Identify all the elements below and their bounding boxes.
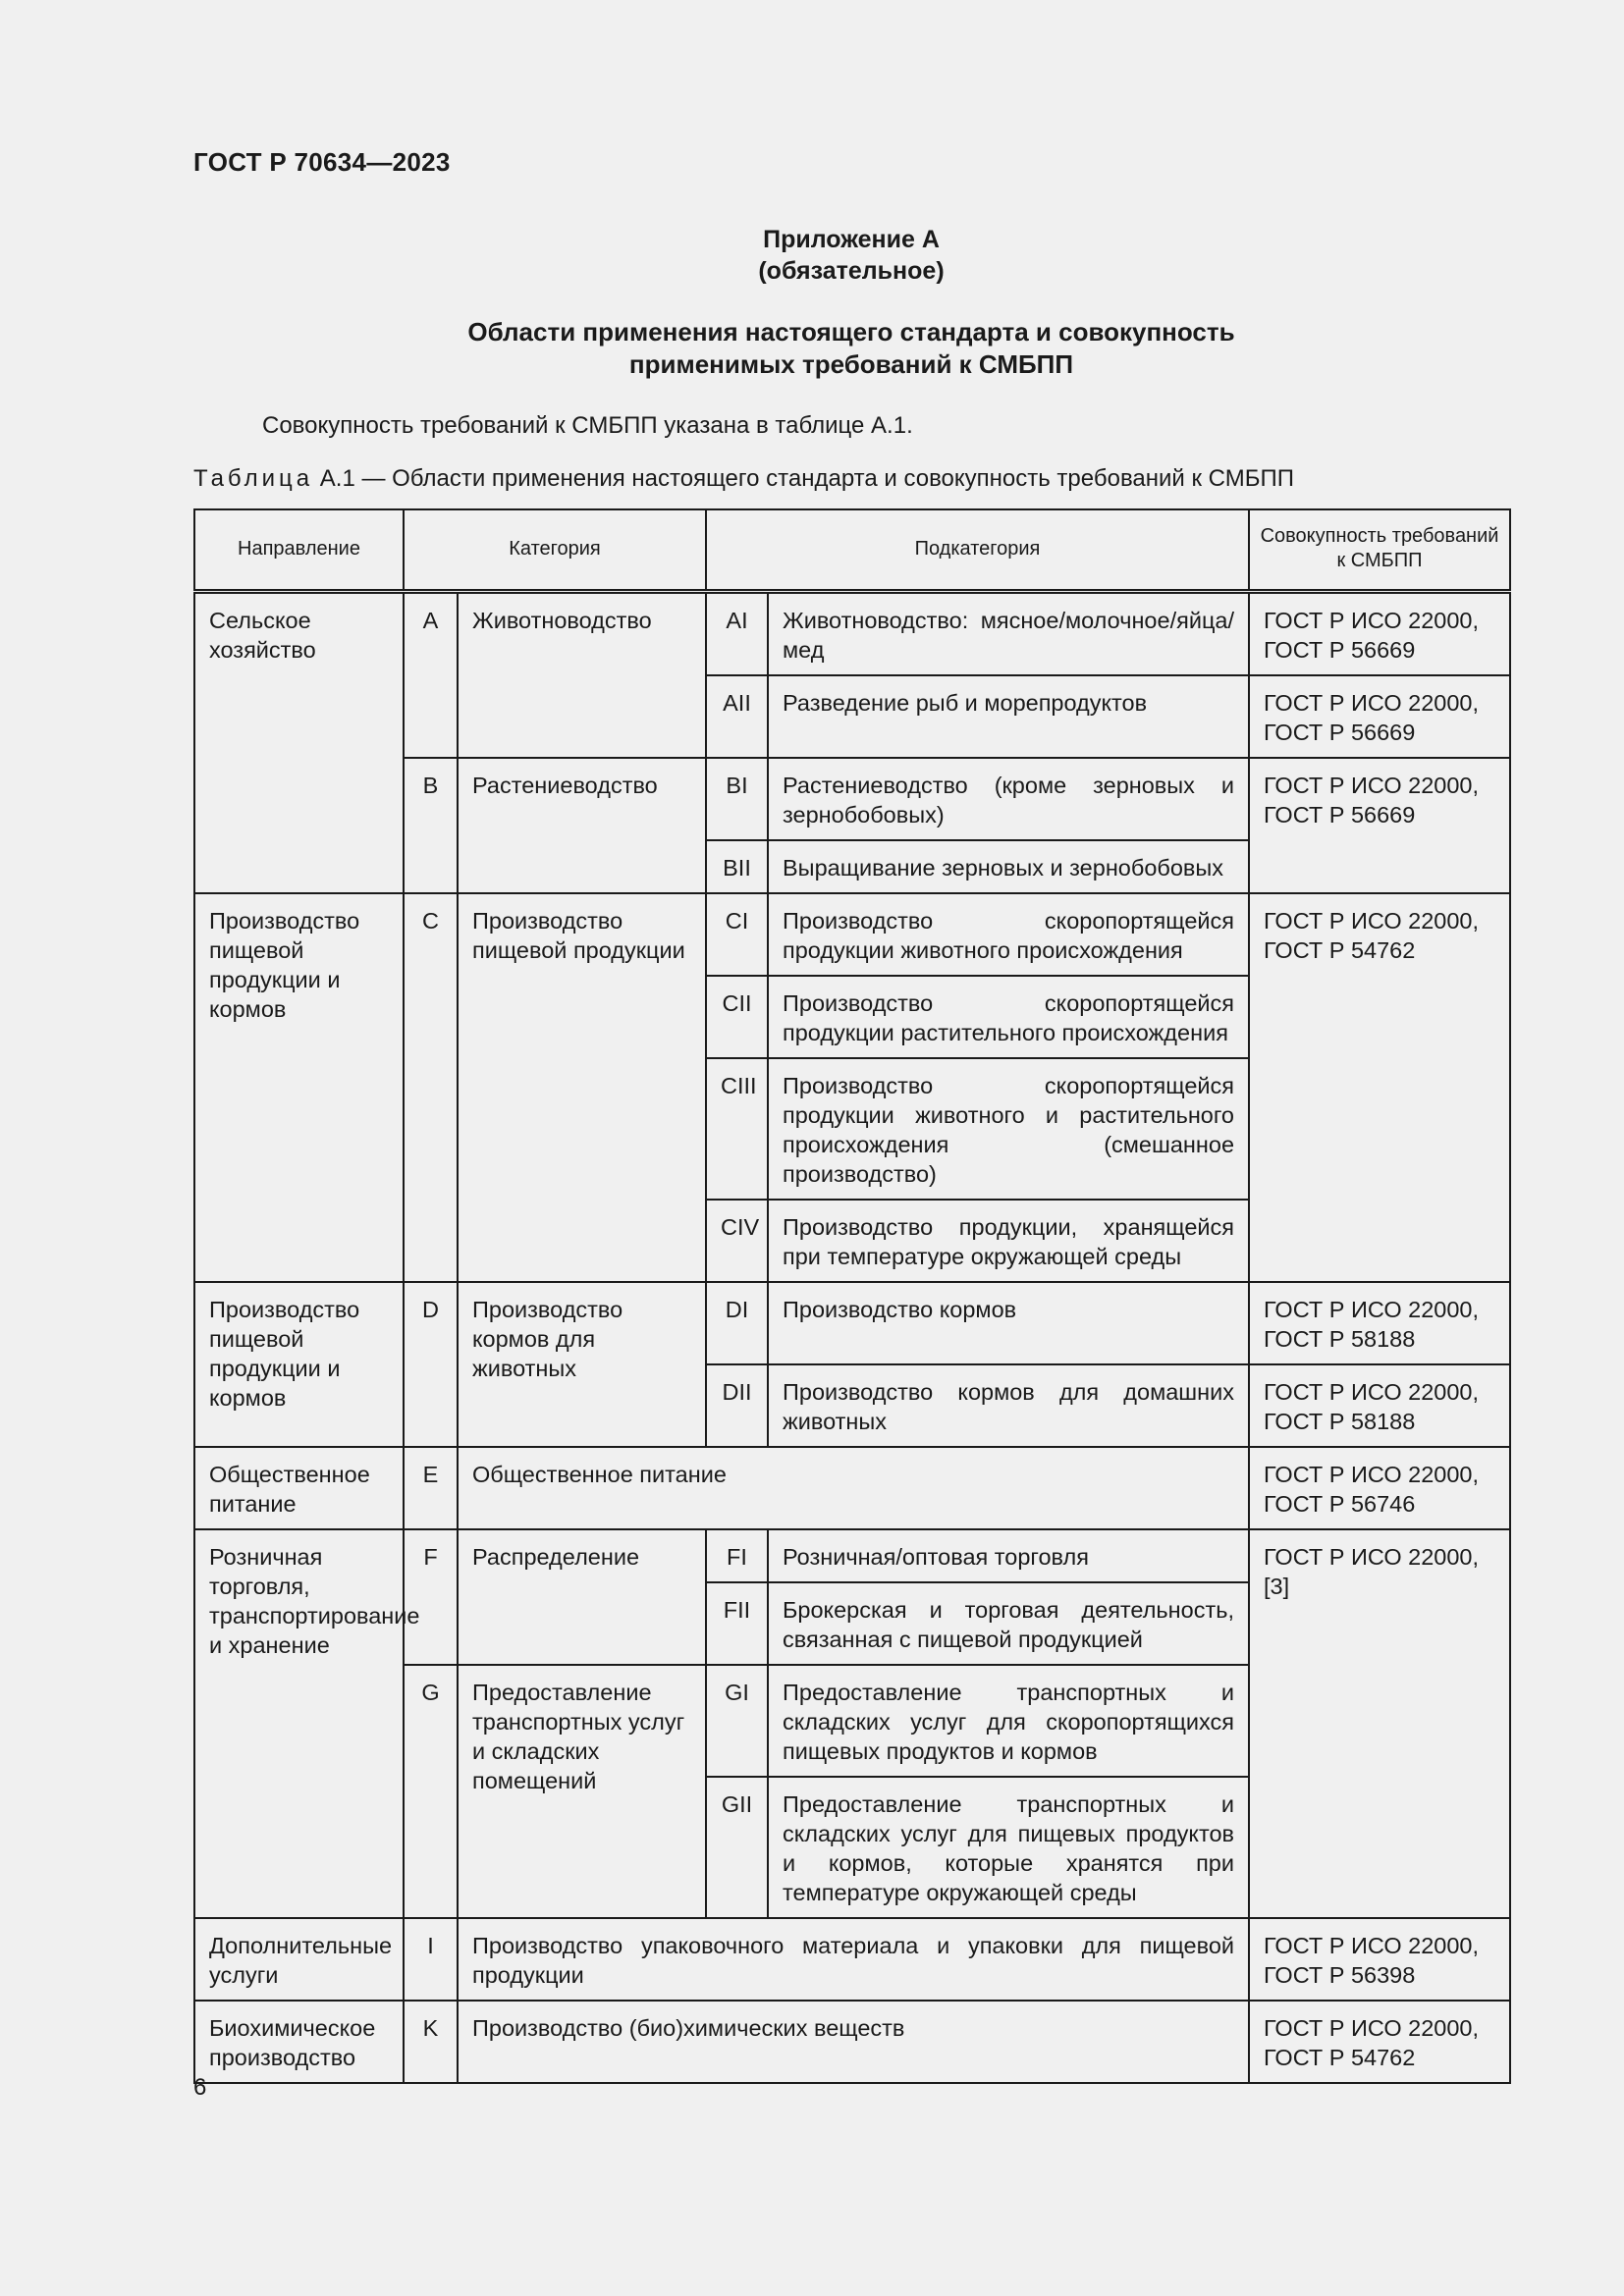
subcategory-code: CIII bbox=[706, 1058, 768, 1200]
table-header-row bbox=[194, 509, 1510, 592]
category-name: Предоставление транспортных услуг и складских помещений bbox=[458, 1665, 706, 1918]
table-caption-text: А.1 — Области применения настоящего стандарта и совокупность требований к СМБПП bbox=[313, 465, 1294, 492]
category-name: Производство кормов для животных bbox=[458, 1282, 706, 1447]
category-code: D bbox=[404, 1282, 458, 1447]
subcategory-name: Розничная/оптовая торговля bbox=[768, 1529, 1249, 1582]
subcategory-name: Производство кормов bbox=[768, 1282, 1249, 1364]
subcategory-name: Производство кормов для домашних животных bbox=[768, 1364, 1249, 1447]
page-number: 6 bbox=[193, 2074, 207, 2101]
direction-cell: Производство пищевой продукции и кормов bbox=[194, 1282, 404, 1447]
header-direction: Направление bbox=[194, 509, 404, 592]
category-code: C bbox=[404, 893, 458, 1282]
section-title bbox=[193, 316, 1509, 381]
direction-cell: Розничная торговля, транспортирование и хранение bbox=[194, 1529, 404, 1918]
category-code: A bbox=[404, 592, 458, 759]
table-row bbox=[194, 1918, 1510, 2001]
category-name: Общественное питание bbox=[458, 1447, 1249, 1529]
subcategory-code: CII bbox=[706, 976, 768, 1058]
category-code: I bbox=[404, 1918, 458, 2001]
subcategory-code: AII bbox=[706, 675, 768, 758]
header-subcategory: Подкатегория bbox=[706, 509, 1249, 592]
header-category: Категория bbox=[404, 509, 706, 592]
category-name: Производство (био)химических веществ bbox=[458, 2001, 1249, 2083]
scope-table bbox=[193, 508, 1511, 2084]
category-code: E bbox=[404, 1447, 458, 1529]
annex-heading bbox=[193, 224, 1509, 287]
category-name: Производство упаковочного материала и упаковки для пищевой продукции bbox=[458, 1918, 1249, 2001]
intro-paragraph: Совокупность требований к СМБПП указана в таблице А.1. bbox=[262, 412, 913, 439]
subcategory-name: Разведение рыб и морепродуктов bbox=[768, 675, 1249, 758]
subcategory-code: GII bbox=[706, 1777, 768, 1918]
requirements-cell: ГОСТ Р ИСО 22000, [3] bbox=[1249, 1529, 1510, 1918]
requirements-cell: ГОСТ Р ИСО 22000, ГОСТ Р 58188 bbox=[1249, 1364, 1510, 1447]
direction-cell: Дополнительные услуги bbox=[194, 1918, 404, 2001]
subcategory-code: BII bbox=[706, 840, 768, 893]
requirements-cell: ГОСТ Р ИСО 22000, ГОСТ Р 56398 bbox=[1249, 1918, 1510, 2001]
subcategory-name: Производство скоропортящейся продукции животного и растительного происхождения (смешанное производство) bbox=[768, 1058, 1249, 1200]
subcategory-name: Предоставление транспортных и складских услуг для скоропортящихся пищевых продуктов и кормов bbox=[768, 1665, 1249, 1777]
table-caption bbox=[193, 465, 1294, 493]
subcategory-code: FII bbox=[706, 1582, 768, 1665]
requirements-cell: ГОСТ Р ИСО 22000, ГОСТ Р 54762 bbox=[1249, 2001, 1510, 2083]
direction-cell: Биохимическое производство bbox=[194, 2001, 404, 2083]
subcategory-name: Производство продукции, хранящейся при температуре окружающей среды bbox=[768, 1200, 1249, 1282]
requirements-cell: ГОСТ Р ИСО 22000, ГОСТ Р 56669 bbox=[1249, 675, 1510, 758]
table-row bbox=[194, 592, 1510, 676]
category-code: F bbox=[404, 1529, 458, 1665]
category-name: Растениеводство bbox=[458, 758, 706, 893]
subcategory-name: Растениеводство (кроме зерновых и зернобобовых) bbox=[768, 758, 1249, 840]
document-code: ГОСТ Р 70634—2023 bbox=[193, 147, 451, 177]
section-title-line1: Области применения настоящего стандарта и совокупность bbox=[467, 317, 1235, 347]
requirements-cell: ГОСТ Р ИСО 22000, ГОСТ Р 56669 bbox=[1249, 592, 1510, 676]
table-row bbox=[194, 1447, 1510, 1529]
category-name: Производство пищевой продукции bbox=[458, 893, 706, 1282]
requirements-cell: ГОСТ Р ИСО 22000, ГОСТ Р 56669 bbox=[1249, 758, 1510, 893]
subcategory-code: DII bbox=[706, 1364, 768, 1447]
subcategory-name: Производство скоропортящейся продукции растительного происхождения bbox=[768, 976, 1249, 1058]
annex-status: (обязательное) bbox=[758, 257, 945, 285]
section-title-line2: применимых требований к СМБПП bbox=[628, 349, 1074, 379]
subcategory-name: Животноводство: мясное/молочное/яйца/мед bbox=[768, 592, 1249, 676]
subcategory-code: CIV bbox=[706, 1200, 768, 1282]
subcategory-name: Производство скоропортящейся продукции животного происхождения bbox=[768, 893, 1249, 976]
subcategory-code: FI bbox=[706, 1529, 768, 1582]
header-requirements: Совокупность требований к СМБПП bbox=[1249, 509, 1510, 592]
subcategory-code: BI bbox=[706, 758, 768, 840]
subcategory-code: CI bbox=[706, 893, 768, 976]
requirements-cell: ГОСТ Р ИСО 22000, ГОСТ Р 56746 bbox=[1249, 1447, 1510, 1529]
category-name: Распределение bbox=[458, 1529, 706, 1665]
direction-cell: Сельское хозяйство bbox=[194, 592, 404, 894]
direction-cell: Общественное питание bbox=[194, 1447, 404, 1529]
subcategory-code: DI bbox=[706, 1282, 768, 1364]
annex-title: Приложение А bbox=[763, 226, 940, 253]
category-code: K bbox=[404, 2001, 458, 2083]
table-row bbox=[194, 1282, 1510, 1364]
category-name: Животноводство bbox=[458, 592, 706, 759]
direction-cell: Производство пищевой продукции и кормов bbox=[194, 893, 404, 1282]
requirements-cell: ГОСТ Р ИСО 22000, ГОСТ Р 58188 bbox=[1249, 1282, 1510, 1364]
table-row bbox=[194, 1529, 1510, 1582]
subcategory-name: Предоставление транспортных и складских услуг для пищевых продуктов и кормов, которые хранятся при температуре окружающей среды bbox=[768, 1777, 1249, 1918]
subcategory-code: AI bbox=[706, 592, 768, 676]
table-row bbox=[194, 2001, 1510, 2083]
table-caption-label: Таблица bbox=[193, 465, 314, 492]
subcategory-name: Выращивание зерновых и зернобобовых bbox=[768, 840, 1249, 893]
table-row bbox=[194, 893, 1510, 976]
category-code: G bbox=[404, 1665, 458, 1918]
subcategory-code: GI bbox=[706, 1665, 768, 1777]
requirements-cell: ГОСТ Р ИСО 22000, ГОСТ Р 54762 bbox=[1249, 893, 1510, 1282]
subcategory-name: Брокерская и торговая деятельность, связанная с пищевой продукцией bbox=[768, 1582, 1249, 1665]
category-code: B bbox=[404, 758, 458, 893]
